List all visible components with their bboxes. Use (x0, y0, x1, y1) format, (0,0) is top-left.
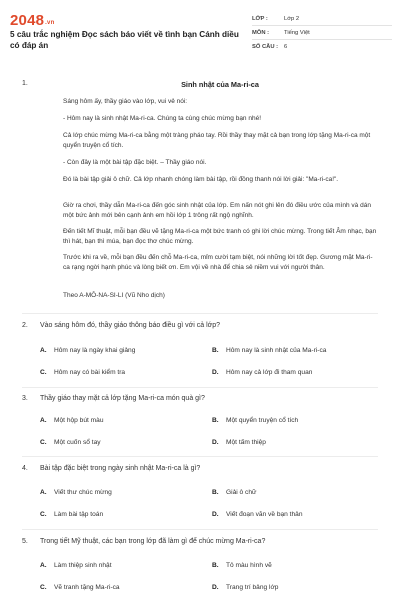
option-letter: C. (40, 584, 47, 591)
logo-text: 2048 (10, 12, 45, 29)
meta-row-subject (252, 26, 392, 40)
answer-option[interactable] (212, 562, 272, 569)
question-text: Trong tiết Mỹ thuật, các bạn trong lớp đã làm gì để chúc mừng Ma-ri-ca? (40, 538, 266, 545)
meta-key: SỐ CÂU : (252, 44, 279, 50)
option-text: Làm thiệp sinh nhật (54, 562, 112, 569)
passage-paragraph: Đến tiết Mĩ thuật, mỗi bạn đều vẽ tặng Ma-ri-ca một bức tranh có ghi lời chúc mừng. Trong tiết Âm nhạc, bạn thì hát, bạn thì múa, bạn đọc thơ chúc mừng. (63, 228, 377, 245)
option-text: Một cuốn sổ tay (54, 439, 101, 446)
meta-value: Lớp 2 (284, 15, 300, 22)
meta-row-class (252, 12, 392, 26)
passage-paragraph: Sáng hôm ấy, thầy giáo vào lớp, vui vẻ nói: (63, 98, 188, 105)
answer-option[interactable] (212, 511, 303, 518)
meta-key: MÔN : (252, 29, 270, 36)
answer-option[interactable] (212, 584, 278, 591)
option-text: Làm bài tập toán (54, 511, 104, 518)
question (22, 395, 205, 402)
question-number: 5. (22, 538, 28, 545)
option-text: Viết thư chúc mừng (54, 489, 112, 496)
option-letter: A. (40, 562, 47, 569)
option-text: Hôm nay cả lớp đi tham quan (226, 369, 313, 376)
option-text: Giải ô chữ (226, 489, 257, 496)
answer-option[interactable] (212, 439, 266, 446)
question-text: Thầy giáo thay mặt cả lớp tặng Ma-ri-ca món quà gì? (40, 395, 205, 402)
question (22, 465, 200, 472)
answer-option[interactable] (212, 417, 298, 424)
option-letter: A. (40, 347, 47, 354)
option-letter: A. (40, 417, 47, 424)
divider (22, 529, 378, 530)
option-text: Viết đoạn văn về bạn thân (226, 511, 303, 518)
site-logo[interactable] (10, 12, 54, 29)
passage-paragraph: - Hôm nay là sinh nhật Ma-ri-ca. Chúng ta cùng chúc mừng bạn nhé! (63, 115, 262, 122)
divider (22, 313, 378, 314)
question-text: Vào sáng hôm đó, thầy giáo thông báo điều gì với cả lớp? (40, 322, 221, 329)
option-text: Một hộp bút màu (54, 417, 104, 424)
passage-paragraph: Cả lớp chúc mừng Ma-ri-ca bằng một tràng pháo tay. Rồi thầy thay mặt cả bạn trong lớp tặng Ma-ri-ca một quyển truyện cổ tích. (63, 132, 371, 149)
question-number: 3. (22, 395, 28, 402)
option-letter: C. (40, 369, 47, 376)
option-letter: C. (40, 439, 47, 446)
option-text: Hôm nay là sinh nhật của Ma-ri-ca (226, 347, 327, 354)
logo-suffix: .vn (45, 20, 55, 26)
meta-row-count (252, 40, 392, 54)
answer-option[interactable] (40, 511, 103, 518)
option-letter: B. (212, 489, 219, 496)
option-text: Vẽ tranh tặng Ma-ri-ca (54, 584, 120, 591)
option-text: Một tấm thiệp (226, 439, 266, 446)
passage-title: Sinh nhật của Ma-ri-ca (181, 80, 259, 89)
passage-paragraph: Đó là bài tập giải ô chữ. Cả lớp nhanh chóng làm bài tập, rồi đồng thanh nói lời giải: "Ma-ri-ca!". (63, 176, 339, 183)
answer-option[interactable] (40, 489, 112, 496)
question-text: Bài tập đặc biệt trong ngày sinh nhật Ma-ri-ca là gì? (40, 465, 201, 472)
document-meta (252, 12, 392, 54)
divider (22, 387, 378, 388)
meta-value: 6 (284, 44, 288, 50)
option-letter: D. (212, 584, 219, 591)
answer-option[interactable] (40, 369, 125, 376)
option-text: Trang trí bảng lớp (226, 584, 279, 591)
option-text: Hôm nay là ngày khai giảng (54, 347, 136, 354)
answer-option[interactable] (40, 562, 112, 569)
question-number: 2. (22, 322, 28, 329)
answer-option[interactable] (40, 584, 120, 591)
meta-value: Tiếng Việt (284, 29, 310, 36)
question-number: 1. (22, 80, 28, 87)
option-letter: C. (40, 511, 47, 518)
question (22, 538, 265, 545)
option-letter: D. (212, 439, 219, 446)
option-text: Tô màu hình vẽ (226, 562, 272, 569)
passage-paragraph: Trước khi ra về, mỗi bạn đều đến chỗ Ma-ri-ca, mỉm cười tạm biệt, nói những lời tốt đẹp. Gương mặt Ma-ri-ca rạng ngời hạnh phúc và lòng biết ơn. Em vội về nhà để chia sẻ niềm vui với người thân. (63, 254, 373, 271)
answer-option[interactable] (212, 347, 326, 354)
option-text: Hôm nay có bài kiểm tra (54, 369, 126, 376)
option-letter: D. (212, 369, 219, 376)
question-number: 4. (22, 465, 28, 472)
passage-paragraph: Giờ ra chơi, thầy dẫn Ma-ri-ca đến góc sinh nhật của lớp. Em nấn nót ghi lên đó điều ước của mình và dán một bức ảnh mới bên cạnh ảnh em hồi lớp 1 trông rất ngộ nghĩnh. (63, 202, 371, 219)
passage-attribution: Theo A-MÔ-NA-SI-LI (Vũ Nho dịch) (63, 292, 165, 299)
answer-option[interactable] (212, 489, 256, 496)
option-letter: A. (40, 489, 47, 496)
option-letter: D. (212, 511, 219, 518)
answer-option[interactable] (40, 347, 135, 354)
option-letter: B. (212, 417, 219, 424)
passage-paragraph: - Còn đây là một bài tập đặc biệt. – Thầy giáo nói. (63, 159, 207, 166)
answer-option[interactable] (212, 369, 312, 376)
meta-key: LỚP : (252, 15, 268, 22)
option-letter: B. (212, 347, 219, 354)
question (22, 322, 220, 329)
option-letter: B. (212, 562, 219, 569)
divider (22, 456, 378, 457)
option-text: Một quyển truyện cổ tích (226, 417, 299, 424)
document-title: 5 câu trắc nghiệm Đọc sách báo viết về tình bạn Cánh diều có đáp án (10, 30, 239, 50)
page-header (0, 0, 400, 60)
answer-option[interactable] (40, 439, 101, 446)
answer-option[interactable] (40, 417, 103, 424)
